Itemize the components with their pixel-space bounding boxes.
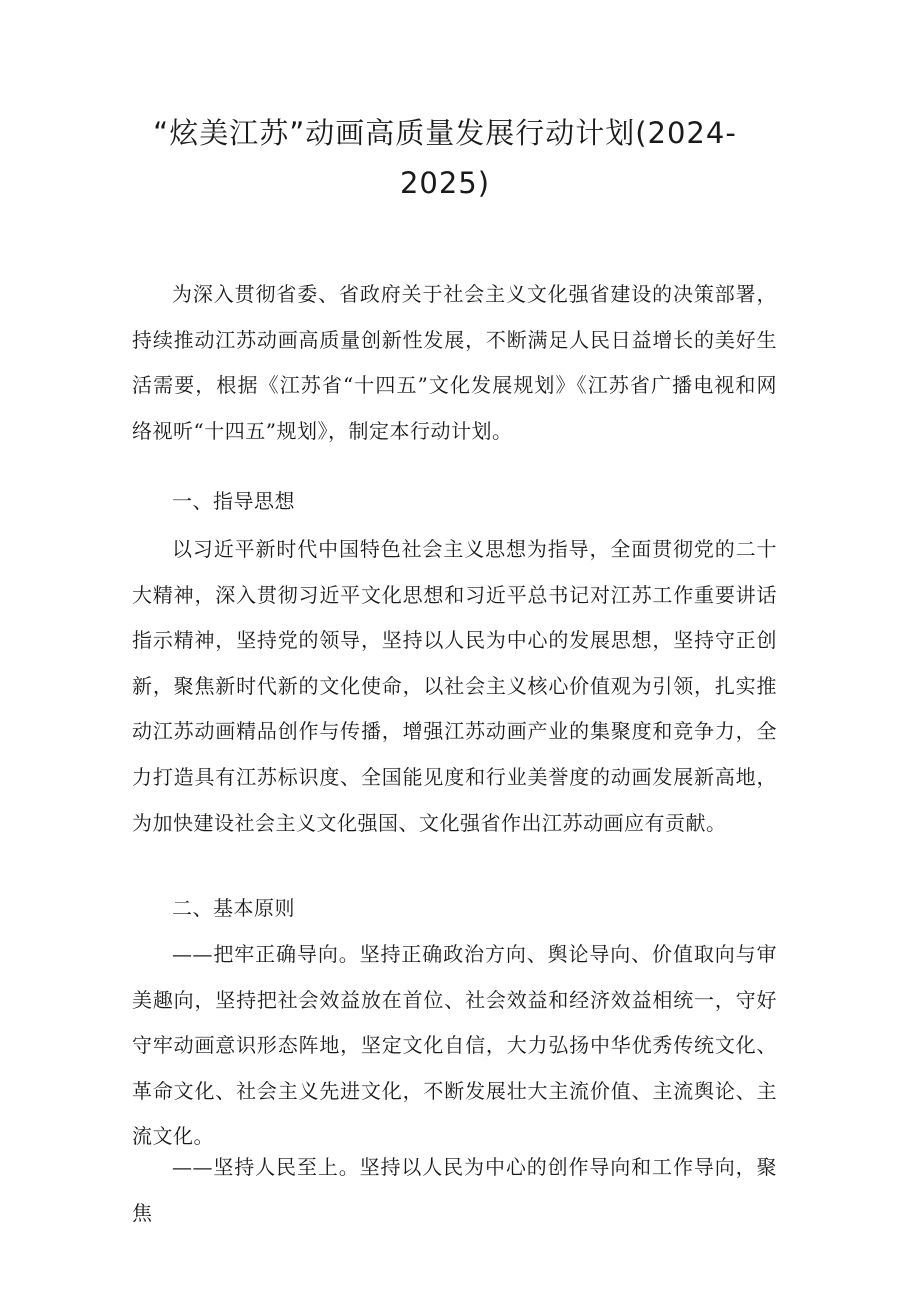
title-line-2: 2025) xyxy=(399,166,491,200)
principle-paragraph-correct-orientation: ——把牢正确导向。坚持正确政治方向、舆论导向、价值取向与审美趣向，坚持把社会效益放在首位、社会效益和经济效益相统一，守好守牢动画意识形态阵地，坚定文化自信，大力弘扬中华优秀传统文化、革命文化、社会主义先进文化，不断发展壮大主流价值、主流舆论、主流文化。 xyxy=(132,942,777,1149)
guiding-thought-paragraph: 以习近平新时代中国特色社会主义思想为指导，全面贯彻党的二十大精神，深入贯彻习近平文化思想和习近平总书记对江苏工作重要讲话指示精神，坚持党的领导，坚持以人民为中心的发展思想，坚持守正创新，聚焦新时代新的文化使命，以社会主义核心价值观为引领，扎实推动江苏动画精品创作与传播，增强江苏动画产业的集聚度和竞争力，全力打造具有江苏标识度、全国能见度和行业美誉度的动画发展新高地，为加快建设社会主义文化强国、文化强省作出江苏动画应有贡献。 xyxy=(132,537,777,835)
section-heading-guiding-thought: 一、指导思想 xyxy=(172,489,295,513)
intro-paragraph: 为深入贯彻省委、省政府关于社会主义文化强省建设的决策部署，持续推动江苏动画高质量创新性发展，不断满足人民日益增长的美好生活需要，根据《江苏省“十四五”文化发展规划》《江苏省广播电视和网络视听“十四五”规划》，制定本行动计划。 xyxy=(132,282,777,443)
title-line-1: “炫美江苏”动画高质量发展行动计划(2024- xyxy=(153,116,737,150)
section-heading-basic-principles: 二、基本原则 xyxy=(172,896,295,920)
document-title xyxy=(150,108,740,208)
principle-paragraph-people-first: ——坚持人民至上。坚持以人民为中心的创作导向和工作导向，聚焦 xyxy=(132,1155,777,1225)
